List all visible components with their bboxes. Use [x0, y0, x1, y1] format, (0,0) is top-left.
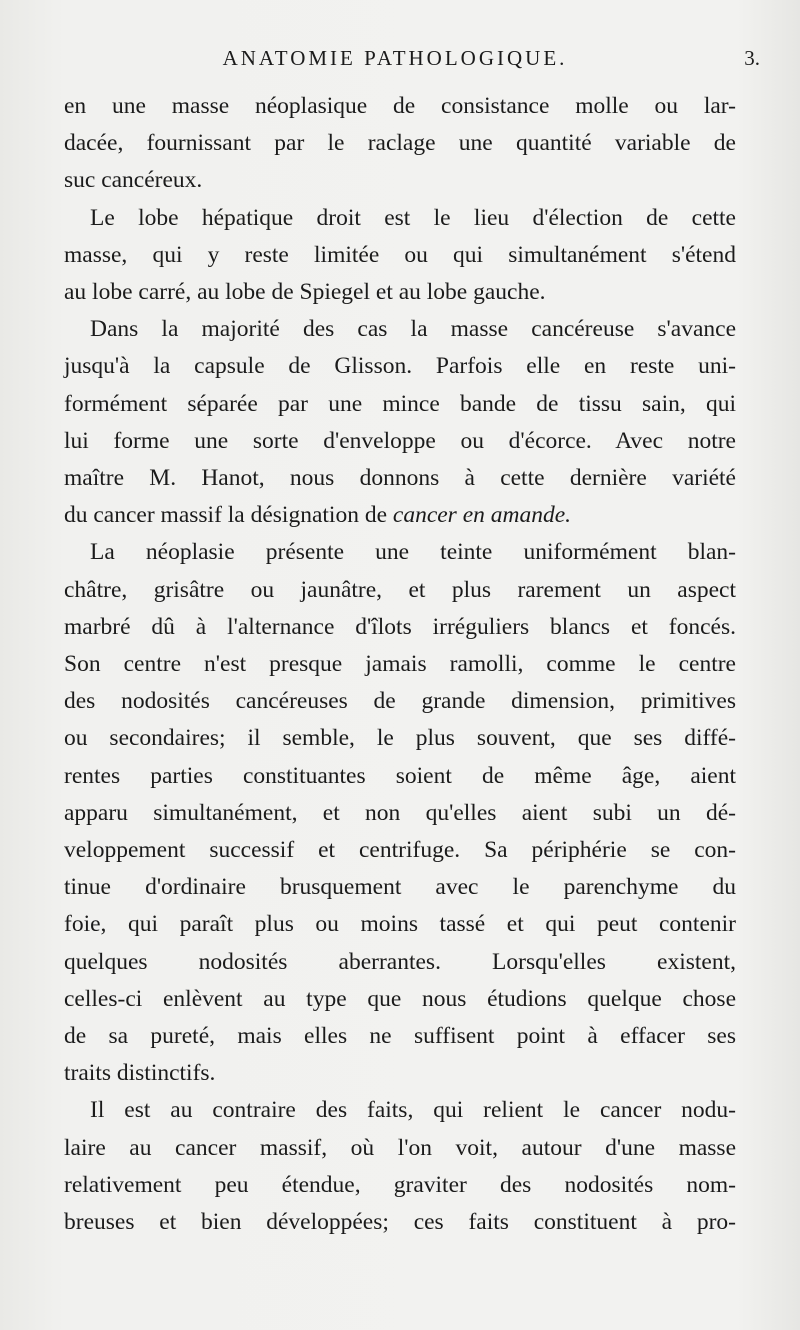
- text-line: foie, qui paraît plus ou moins tassé et qui peut contenir: [64, 911, 736, 938]
- text-line: apparu simultanément, et non qu'elles aient subi un dé-: [64, 799, 736, 826]
- text-line: Le lobe hépatique droit est le lieu d'élection de cette: [90, 204, 736, 231]
- text-line: Dans la majorité des cas la masse cancéreuse s'avance: [90, 316, 736, 343]
- text-line: en une masse néoplasique de consistance molle ou lar-: [64, 93, 736, 119]
- text-line: marbré dû à l'alternance d'îlots irréguliers blancs et foncés.: [64, 613, 736, 640]
- text-line: Il est au contraire des faits, qui relient le cancer nodu-: [90, 1097, 736, 1124]
- text-line: des nodosités cancéreuses de grande dimension, primitives: [64, 688, 736, 715]
- running-header: [70, 40, 760, 76]
- text-line: ou secondaires; il semble, le plus souvent, que ses diffé-: [64, 725, 736, 752]
- text-line: suc cancéreux.: [64, 167, 203, 194]
- text-line: [64, 497, 736, 534]
- paragraph-3: [64, 311, 736, 534]
- text-line: traits distinctifs.: [64, 1060, 216, 1087]
- text-line: dacée, fournissant par le raclage une quantité variable de: [64, 130, 736, 157]
- body-text: [64, 88, 736, 1241]
- paragraph-5: [64, 1092, 736, 1241]
- page-number: 3.: [744, 46, 760, 70]
- paragraph-4: [64, 534, 736, 1092]
- text-line: maître M. Hanot, nous donnons à cette dernière variété: [64, 465, 736, 492]
- text-line: masse, qui y reste limitée ou qui simultanément s'étend: [64, 241, 736, 268]
- text-line: veloppement successif et centrifuge. Sa périphérie se con-: [64, 837, 736, 864]
- text-line: rentes parties constituantes soient de même âge, aient: [64, 762, 736, 789]
- text-line: Son centre n'est presque jamais ramolli, comme le centre: [64, 651, 736, 678]
- text-line: formément séparée par une mince bande de tissu sain, qui: [64, 390, 736, 417]
- text-line: châtre, grisâtre ou jaunâtre, et plus rarement un aspect: [64, 576, 736, 603]
- text-line: La néoplasie présente une teinte uniformément blan-: [90, 539, 736, 566]
- text-line: relativement peu étendue, graviter des nodosités nom-: [64, 1171, 736, 1198]
- text-line: quelques nodosités aberrantes. Lorsqu'elles existent,: [64, 948, 736, 975]
- text-line: jusqu'à la capsule de Glisson. Parfois elle en reste uni-: [64, 353, 736, 380]
- text-line: de sa pureté, mais elles ne suffisent point à effacer ses: [64, 1023, 736, 1050]
- running-title: ANATOMIE PATHOLOGIQUE.: [222, 46, 568, 70]
- text-line: breuses et bien développées; ces faits constituent à pro-: [64, 1209, 736, 1236]
- text-line: celles-ci enlèvent au type que nous étudions quelque chose: [64, 985, 736, 1012]
- paragraph-1: [64, 88, 736, 200]
- text-line: au lobe carré, au lobe de Spiegel et au lobe gauche.: [64, 279, 546, 306]
- text-line: lui forme une sorte d'enveloppe ou d'écorce. Avec notre: [64, 427, 736, 454]
- text-line-prefix: du cancer massif la désignation de: [64, 502, 393, 529]
- text-line: laire au cancer massif, où l'on voit, autour d'une masse: [64, 1134, 736, 1161]
- italic-term: cancer en amande.: [392, 502, 572, 529]
- paragraph-2: [64, 200, 736, 312]
- text-line: tinue d'ordinaire brusquement avec le parenchyme du: [64, 874, 736, 901]
